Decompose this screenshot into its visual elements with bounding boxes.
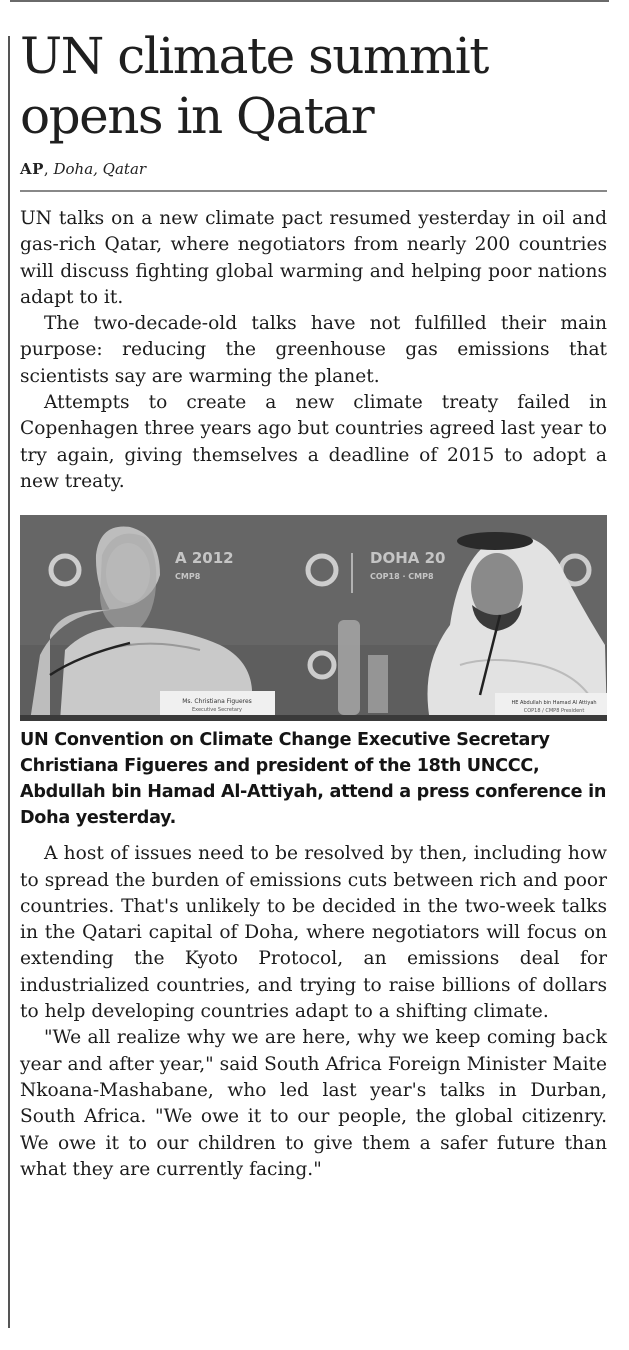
column-rule	[8, 36, 10, 1328]
paragraph: Attempts to create a new climate treaty failed in Copenhagen three years ago but countries agreed last year to try again, giving themselves a deadline of 2015 to adopt a new treaty.	[20, 392, 607, 492]
svg-text:COP18 · CMP8: COP18 · CMP8	[370, 572, 434, 582]
headline: UN climate summit opens in Qatar	[20, 27, 488, 145]
byline-location: Doha, Qatar	[53, 160, 147, 178]
byline	[20, 160, 607, 178]
nameplate-right: HE Abdullah bin Hamad Al Attiyah	[511, 700, 597, 707]
byline-agency: AP	[20, 160, 44, 178]
byline-rule	[20, 190, 607, 192]
paragraph: The two-decade-old talks have not fulfilled their main purpose: reducing the greenhouse gas emissions that scientists say are warming the planet.	[20, 313, 607, 387]
paragraph: A host of issues need to be resolved by then, including how to spread the burden of emissions cuts between rich and poor countries. That's unlikely to be decided in the two-week talks in the Qatari capital of Doha, where negotiators will focus on extending the Kyoto Protocol, an emissions deal for industrialized countries, and trying to raise billions of dollars to help developing countries adapt to a shifting climate.	[20, 843, 607, 1023]
paragraph: UN talks on a new climate pact resumed yesterday in oil and gas-rich Qatar, where negotiators from nearly 200 countries will discuss fighting global warming and helping poor nations adapt to it.	[20, 208, 607, 308]
nameplate-left: Ms. Christiana Figueres	[182, 698, 252, 706]
photo-caption: UN Convention on Climate Change Executive Secretary Christiana Figueres and president of the 18th UNCCC, Abdullah bin Hamad Al-Attiyah, attend a press conference in Doha yesterday.	[20, 730, 607, 829]
nameplate-right-sub: COP18 / CMP8 President	[523, 708, 585, 715]
article-body-bottom	[20, 841, 607, 1183]
svg-text:DOHA 20: DOHA 20	[370, 549, 446, 568]
article	[20, 0, 607, 1183]
svg-text:A 2012: A 2012	[175, 549, 234, 568]
news-photo	[20, 515, 607, 721]
press-conference-photo	[20, 515, 607, 721]
article-body-top	[20, 206, 607, 495]
paragraph: "We all realize why we are here, why we keep coming back year and after year," said South Africa Foreign Minister Maite Nkoana-Mashabane, who led last year's talks in Durban, South Africa. "We owe it to our people, the global citizenry. We owe it to our children to give them a safer future than what they are currently facing."	[20, 1027, 607, 1180]
nameplate-left-sub: Executive Secretary	[192, 707, 242, 714]
byline-separator: ,	[43, 160, 49, 178]
svg-text:CMP8: CMP8	[175, 572, 201, 582]
